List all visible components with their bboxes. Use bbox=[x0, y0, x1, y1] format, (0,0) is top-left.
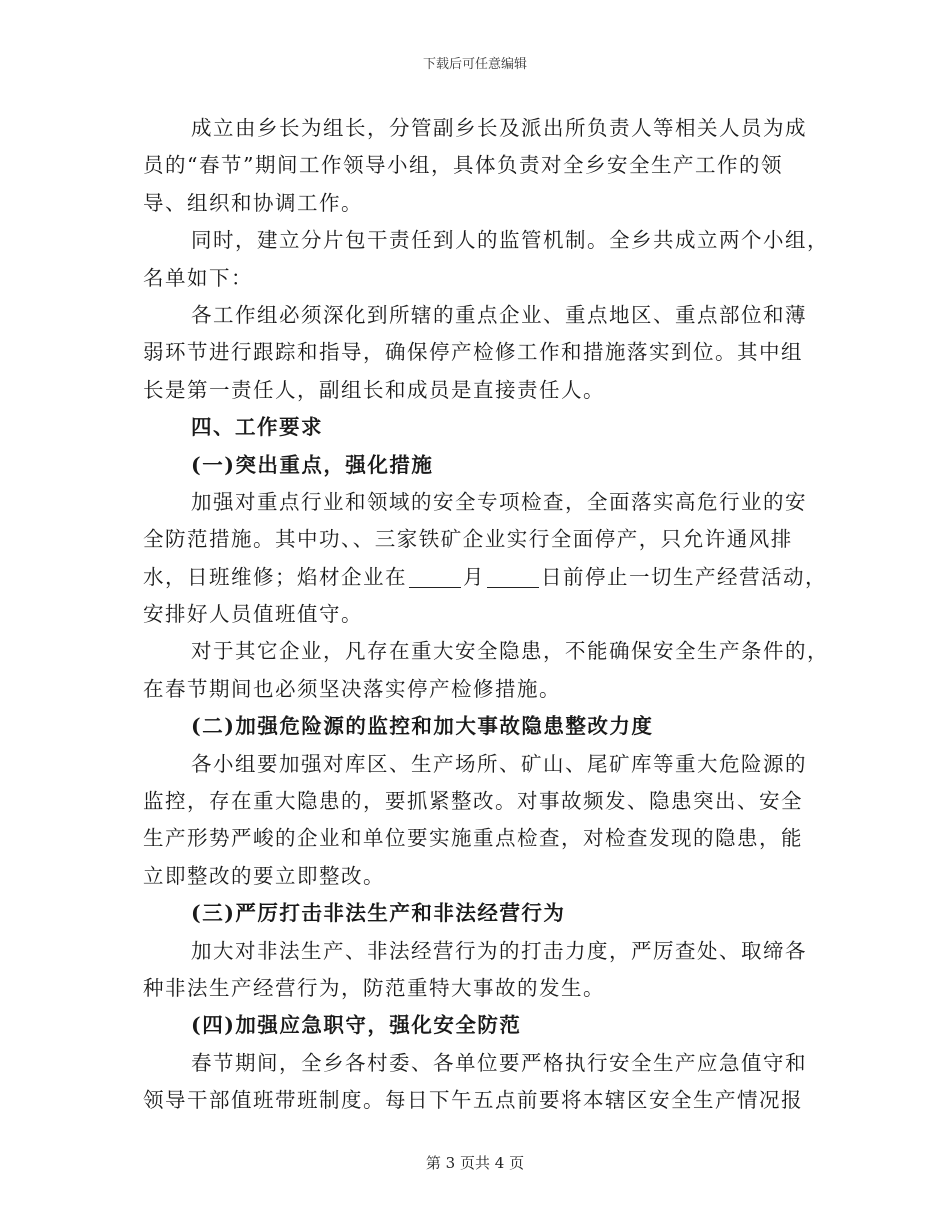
text-line: 各工作组必须深化到所辖的重点企业、重点地区、重点部位和薄 bbox=[191, 302, 807, 327]
text-line: 同时，建立分片包干责任到人的监管机制。全乡共成立两个小组， bbox=[191, 228, 829, 253]
text-line: 领导干部值班带班制度。每日下午五点前要将本辖区安全生产情况报 bbox=[143, 1088, 803, 1113]
section-heading: (一)突出重点，强化措施 bbox=[191, 452, 434, 477]
text-line: 生产形势严峻的企业和单位要实施重点检查，对检查发现的隐患，能 bbox=[143, 826, 803, 851]
text-line: 对于其它企业，凡存在重大安全隐患，不能确保安全生产条件的， bbox=[191, 639, 829, 664]
text-line: 名单如下： bbox=[143, 265, 253, 290]
text-line: 长是第一责任人，副组长和成员是直接责任人。 bbox=[143, 377, 605, 402]
text-line bbox=[143, 559, 827, 596]
document-body bbox=[143, 110, 829, 1120]
text-line: 立即整改的要立即整改。 bbox=[143, 863, 385, 888]
page-footer: 第 3 页共 4 页 bbox=[425, 1154, 525, 1172]
section-heading: (四)加强应急职守，强化安全防范 bbox=[191, 1013, 522, 1038]
text-line: 成立由乡长为组长，分管副乡长及派出所负责人等相关人员为成 bbox=[191, 116, 807, 140]
text-line: 在春节期间也必须坚决落实停产检修措施。 bbox=[143, 676, 561, 701]
section-heading: 四、工作要求 bbox=[191, 415, 323, 440]
text-segment: 水，日班维修；焰材企业在 bbox=[143, 564, 407, 589]
fill-in-blank bbox=[487, 565, 539, 588]
text-line: 弱环节进行跟踪和指导，确保停产检修工作和措施落实到位。其中组 bbox=[143, 340, 803, 365]
fill-in-blank bbox=[409, 565, 461, 588]
text-line: 各小组要加强对库区、生产场所、矿山、尾矿库等重大危险源的 bbox=[191, 751, 807, 776]
text-line: 春节期间，全乡各村委、各单位要严格执行安全生产应急值守和 bbox=[191, 1050, 807, 1075]
text-line: 种非法生产经营行为，防范重特大事故的发生。 bbox=[143, 975, 605, 1000]
text-line: 员的“春节”期间工作领导小组，具体负责对全乡安全生产工作的领 bbox=[143, 153, 783, 178]
text-line: 全防范措施。其中功、、三家铁矿企业实行全面停产，只允许通风排 bbox=[143, 527, 793, 552]
text-segment: 月 bbox=[463, 564, 485, 589]
section-heading: (三)严厉打击非法生产和非法经营行为 bbox=[191, 901, 566, 926]
text-line: 导、组织和协调工作。 bbox=[143, 190, 363, 215]
section-heading: (二)加强危险源的监控和加大事故隐患整改力度 bbox=[191, 714, 654, 739]
text-line: 监控，存在重大隐患的，要抓紧整改。对事故频发、隐患突出、安全 bbox=[143, 789, 803, 814]
text-line: 加大对非法生产、非法经营行为的打击力度，严厉查处、取缔各 bbox=[191, 938, 807, 963]
text-segment: 日前停止一切生产经营活动， bbox=[541, 564, 827, 589]
text-line: 加强对重点行业和领域的安全专项检查，全面落实高危行业的安 bbox=[191, 489, 807, 514]
text-line: 安排好人员值班值守。 bbox=[143, 602, 363, 627]
page-header: 下载后可任意编辑 bbox=[422, 57, 527, 72]
